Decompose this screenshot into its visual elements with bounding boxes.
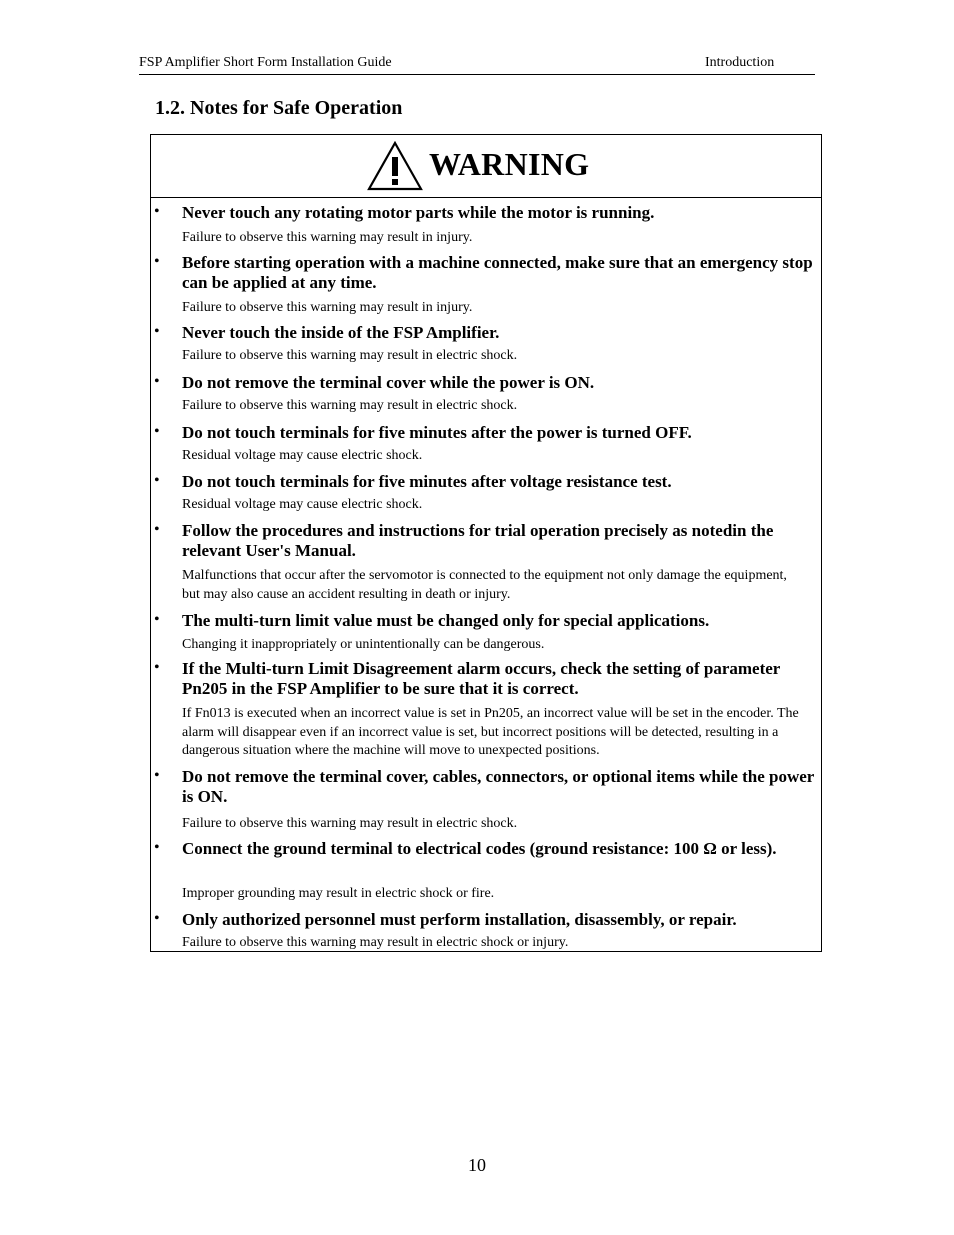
bullet-marker: • <box>154 659 160 676</box>
warning-item-title: Do not remove the terminal cover while the power is ON. <box>182 373 595 392</box>
warning-item-note: Residual voltage may cause electric shock. <box>182 448 423 463</box>
warning-item-note: Failure to observe this warning may result in electric shock. <box>182 816 518 831</box>
bullet-marker: • <box>154 203 160 220</box>
header-chapter-title: Introduction <box>705 55 775 70</box>
bullet-marker: • <box>154 323 160 340</box>
header-divider <box>139 74 815 75</box>
warning-item-note: Residual voltage may cause electric shock. <box>182 497 423 512</box>
warning-item-title: Do not touch terminals for five minutes after voltage resistance test. <box>182 472 672 491</box>
warning-triangle-icon <box>367 141 423 191</box>
bullet-marker: • <box>154 373 160 390</box>
warning-item-note: Failure to observe this warning may result in injury. <box>182 300 473 315</box>
warning-item-title: Follow the procedures and instructions for trial operation precisely as notedin the relevant User's Manual. <box>182 521 774 560</box>
warning-item-title: Never touch the inside of the FSP Amplifier. <box>182 323 500 342</box>
warning-item-note: Failure to observe this warning may result in electric shock or injury. <box>182 935 569 950</box>
warning-item-note: Changing it inappropriately or unintentionally can be dangerous. <box>182 637 545 652</box>
page-number: 10 <box>468 1155 486 1175</box>
warning-item-note: Malfunctions that occur after the servomotor is connected to the equipment not only damage the equipment, but may also cause an accident resulting in death or injury. <box>182 568 787 602</box>
bullet-marker: • <box>154 611 160 628</box>
warning-item-title: Do not remove the terminal cover, cables, connectors, or optional items while the power is ON. <box>182 767 815 806</box>
bullet-marker: • <box>154 472 160 489</box>
warning-item-title: Never touch any rotating motor parts while the motor is running. <box>182 203 655 222</box>
warning-item-note: If Fn013 is executed when an incorrect value is set in Pn205, an incorrect value will be set in the encoder. The alarm will disappear even if an incorrect value is set, but incorrect positions will be detected, resulting in a dangerous situation where the machine will move to unexpected positions. <box>182 706 799 758</box>
warning-item-note: Improper grounding may result in electric shock or fire. <box>182 886 495 901</box>
warning-box <box>150 134 822 952</box>
warning-item-title: Do not touch terminals for five minutes after the power is turned OFF. <box>182 423 692 442</box>
warning-item-note: Failure to observe this warning may result in electric shock. <box>182 398 518 413</box>
warning-item-note: Failure to observe this warning may result in electric shock. <box>182 348 518 363</box>
warning-title: WARNING <box>429 146 590 182</box>
bullet-marker: • <box>154 521 160 538</box>
bullet-marker: • <box>154 423 160 440</box>
header-document-title: FSP Amplifier Short Form Installation Guide <box>139 55 392 70</box>
bullet-marker: • <box>154 910 160 927</box>
bullet-marker: • <box>154 767 160 784</box>
section-title: 1.2. Notes for Safe Operation <box>155 97 403 119</box>
warning-item-title: The multi-turn limit value must be changed only for special applications. <box>182 611 710 630</box>
warning-header <box>151 135 821 198</box>
bullet-marker: • <box>154 839 160 856</box>
warning-item-title: If the Multi-turn Limit Disagreement alarm occurs, check the setting of parameter Pn205 in the FSP Amplifier to be sure that it is correct. <box>182 659 781 698</box>
bullet-marker: • <box>154 253 160 270</box>
warning-item-note: Failure to observe this warning may result in injury. <box>182 230 473 245</box>
warning-item-title: Before starting operation with a machine connected, make sure that an emergency stop can be applied at any time. <box>182 253 813 292</box>
warning-item-title: Connect the ground terminal to electrical codes (ground resistance: 100 Ω or less). <box>182 839 777 858</box>
warning-item-title: Only authorized personnel must perform installation, disassembly, or repair. <box>182 910 737 929</box>
